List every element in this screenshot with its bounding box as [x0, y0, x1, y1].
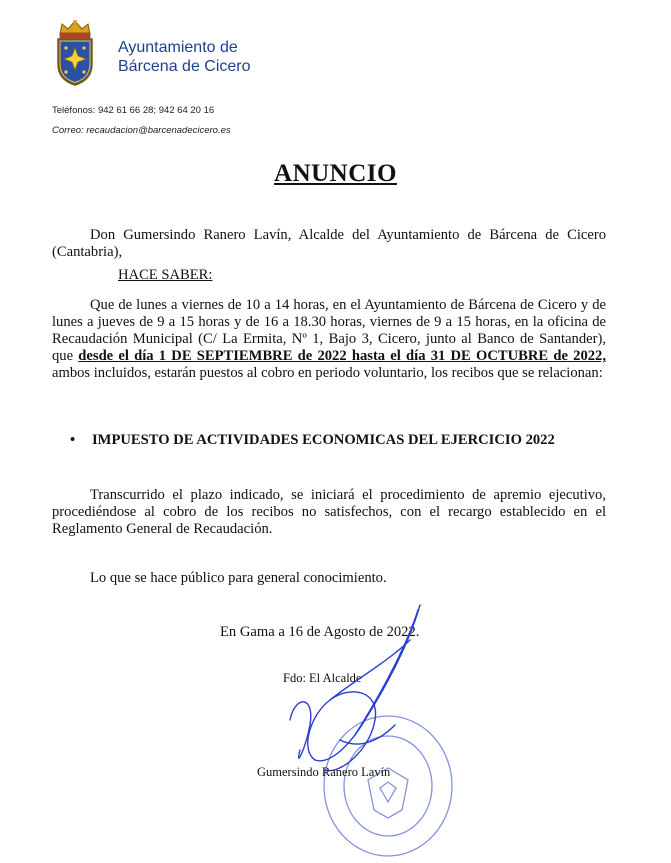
organization-name-line2: Bárcena de Cicero: [118, 58, 251, 75]
email-label: Correo:: [52, 125, 84, 136]
organization-name-line1: Ayuntamiento de: [118, 39, 238, 56]
collection-period-highlight: desde el día 1 DE SEPTIEMBRE de 2022 hasta el día 31 DE OCTUBRE de 2022,: [78, 348, 607, 364]
bullet-icon: •: [70, 432, 76, 448]
signed-by-label: Fdo: El Alcalde: [283, 671, 362, 685]
municipal-crest-logo: [50, 18, 100, 88]
phone-numbers: Teléfonos: 942 61 66 28; 942 64 20 16: [52, 105, 215, 116]
tax-list-item: [70, 432, 555, 449]
place-and-date: En Gama a 16 de Agosto de 2022.: [220, 624, 420, 640]
collection-paragraph: [52, 297, 606, 382]
mayor-signature: [270, 600, 450, 790]
email-line: [52, 121, 231, 141]
organization-name: [118, 38, 251, 76]
procedure-paragraph: Transcurrido el plazo indicado, se iniciará el procedimiento de apremio ejecutivo, procediéndose al cobro de los recibos no satisfechos, con el recargo establecido en el Reglamento General de Recaudación.: [52, 487, 606, 537]
collection-text-part1: Que de lunes a viernes de 10 a 14 horas, en el Ayuntamiento de Bárcena de Cicero y de lunes a jueves de 9 a 15 horas y de 16 a 18.30 horas, viernes de 9 a 15 horas, en la oficina de Recaudación Municipal (C/ La Ermita, Nº 1, Bajo 3, Cicero, junto al Banco de Santander), que: [52, 297, 606, 364]
collection-text-part2: ambos incluidos, estarán puestos al cobro en periodo voluntario, los recibos que se relacionan:: [52, 365, 603, 381]
signer-name: Gumersindo Ranero Lavín: [257, 765, 391, 779]
intro-paragraph: Don Gumersindo Ranero Lavín, Alcalde del Ayuntamiento de Bárcena de Cicero (Cantabria),: [52, 227, 606, 260]
tax-item-label: IMPUESTO DE ACTIVIDADES ECONOMICAS DEL EJERCICIO 2022: [92, 432, 555, 448]
document-title: ANUNCIO: [274, 160, 397, 187]
closing-statement: Lo que se hace público para general conocimiento.: [90, 570, 387, 586]
email-address: recaudacion@barcenadecicero.es: [86, 125, 231, 136]
hace-saber-heading: HACE SABER:: [118, 267, 213, 283]
contact-info: [52, 101, 231, 141]
